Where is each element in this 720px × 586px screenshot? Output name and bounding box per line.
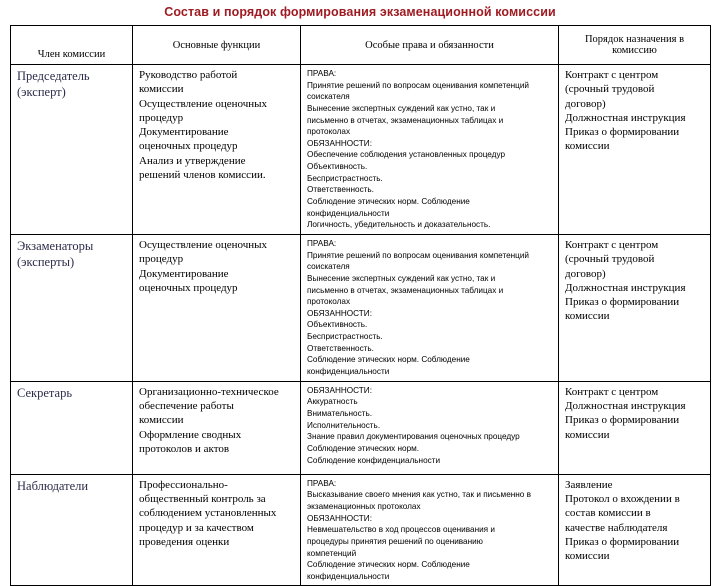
text-line: соискателя [307,262,350,272]
text-line: (эксперт) [17,85,66,99]
text-line: Осуществление оценочных [139,97,268,110]
text-line: Протокол о вхождении в [565,492,680,505]
commission-composition-table [10,25,711,586]
text-line: Анализ и утверждение [139,154,246,167]
text-line: (эксперты) [17,254,75,269]
text-line: комиссии [565,428,610,441]
text-line: Приказ о формировании [565,535,680,548]
text-line: Должностная инструкция [565,399,686,412]
text-line: Профессионально- [139,478,228,491]
text-line: Объективность. [307,162,368,172]
cell-appointment [559,474,711,586]
text-line: Логичность, убедительность и доказательность. [307,220,491,230]
text-line: договор) [565,267,606,280]
text-line: Должностная инструкция [565,281,686,294]
text-line: Контракт с центром [565,69,659,81]
text-line: (срочный трудовой [565,253,655,266]
text-line: Соблюдение этических норм. Соблюдение [307,197,470,207]
text-line: Соблюдение этических норм. [307,443,420,453]
cell-rights [301,65,559,235]
text-line: экзаменационных протоколах [307,501,421,511]
text-line: комиссии [139,414,184,427]
text-line: Председатель [17,69,90,83]
text-line: соблюдением установленных [139,507,277,520]
text-line: ОБЯЗАННОСТИ: [307,138,372,148]
table-row [11,381,711,474]
table-row [11,474,711,586]
text-line: протоколов и актов [139,442,230,455]
text-line: Наблюдатели [17,478,89,493]
cell-functions [133,65,301,235]
cell-role [11,234,133,381]
text-line: комиссии [565,140,610,153]
text-line: комиссии [565,310,610,323]
text-line: Документирование [139,126,229,139]
text-line: Вынесение экспертных суждений как устно, так и [307,103,496,113]
text-line: Соблюдение этических норм. Соблюдение [307,355,470,365]
text-line: Оформление сводных [139,428,242,441]
text-line: оценочных процедур [139,281,238,294]
text-line: письменно в отчетах, экзаменационных таблицах и [307,115,504,125]
text-line: соискателя [307,92,350,102]
text-line: протоколах [307,297,351,307]
text-line: процедур [139,253,184,266]
text-line: Соблюдение этических норм. Соблюдение [307,560,470,570]
text-line: Документирование [139,267,229,280]
table-row [11,234,711,381]
cell-rights [301,234,559,381]
table-row [11,65,711,235]
text-line: Вынесение экспертных суждений как устно, так и [307,273,496,283]
text-line: Экзаменаторы [17,238,94,253]
table-header-row [11,26,711,65]
column-header-appointment: Порядок назначения в комиссию [559,26,711,65]
text-line: протоколах [307,127,351,137]
cell-role [11,474,133,586]
text-line: Заявление [565,478,613,491]
text-line: Соблюдение конфиденциальности [307,455,441,465]
text-line: оценочных процедур [139,140,238,153]
cell-functions [133,381,301,474]
text-line: Принятие решений по вопросам оценивания компетенций [307,80,530,90]
text-line: ПРАВА: [307,69,337,78]
text-line: конфиденциальности [307,571,390,581]
cell-appointment [559,381,711,474]
text-line: ПРАВА: [307,238,337,248]
text-line: Ответственность. [307,343,374,353]
cell-appointment [559,65,711,235]
cell-role [11,381,133,474]
text-line: ОБЯЗАННОСТИ: [307,385,372,395]
text-line: процедур [139,111,184,124]
text-line: Принятие решений по вопросам оценивания компетенций [307,250,530,260]
text-line: Должностная инструкция [565,111,686,124]
text-line: Осуществление оценочных [139,238,268,251]
text-line: письменно в отчетах, экзаменационных таблицах и [307,285,504,295]
text-line: состав комиссии в [565,507,651,520]
text-line: Приказ о формировании [565,126,680,139]
column-header-functions: Основные функции [133,26,301,65]
text-line: конфиденциальности [307,367,390,377]
text-line: Контракт с центром [565,238,659,251]
text-line: Обеспечение соблюдения установленных процедур [307,150,506,160]
text-line: комиссии [565,550,610,563]
text-line: процедуры принятия решений по оцениванию [307,536,483,546]
text-line: договор) [565,97,606,110]
text-line: Объективность. [307,320,368,330]
cell-rights [301,381,559,474]
text-line: Знание правил документирования оценочных процедур [307,432,520,442]
cell-appointment [559,234,711,381]
text-line: Контракт с центром [565,385,659,398]
text-line: процедур и за качеством [139,521,254,534]
text-line: решений членов комиссии. [139,169,266,182]
text-line: проведения оценки [139,535,230,548]
text-line: Исполнительность. [307,420,381,430]
text-line: Внимательность. [307,408,372,418]
text-line: Приказ о формировании [565,414,680,427]
text-line: Ответственность. [307,185,374,195]
cell-role [11,65,133,235]
text-line: конфиденциальности [307,208,390,218]
text-line: (срочный трудовой [565,83,655,96]
text-line: Беспристрастность. [307,173,383,183]
column-header-member: Член комиссии [11,26,133,65]
text-line: Невмешательство в ход процессов оценивания и [307,525,495,535]
text-line: Организационно-техническое [139,385,279,398]
text-line: Беспристрастность. [307,332,383,342]
text-line: комиссии [139,83,184,96]
text-line: ОБЯЗАННОСТИ: [307,513,372,523]
cell-functions [133,234,301,381]
text-line: компетенций [307,548,357,558]
text-line: обеспечение работы [139,399,234,412]
text-line: Приказ о формировании [565,296,680,309]
text-line: Руководство работой [139,69,238,81]
page-title: Состав и порядок формирования экзаменационной комиссии [164,5,556,19]
cell-functions [133,474,301,586]
text-line: Секретарь [17,385,73,400]
text-line: ПРАВА: [307,478,337,488]
cell-rights [301,474,559,586]
text-line: Высказывание своего мнения как устно, так и письменно в [307,490,531,500]
text-line: ОБЯЗАННОСТИ: [307,308,372,318]
text-line: общественный контроль за [139,492,266,505]
text-line: качестве наблюдателя [565,521,668,534]
column-header-rights: Особые права и обязанности [301,26,559,65]
text-line: Аккуратность [307,397,358,407]
table-body [11,65,711,586]
